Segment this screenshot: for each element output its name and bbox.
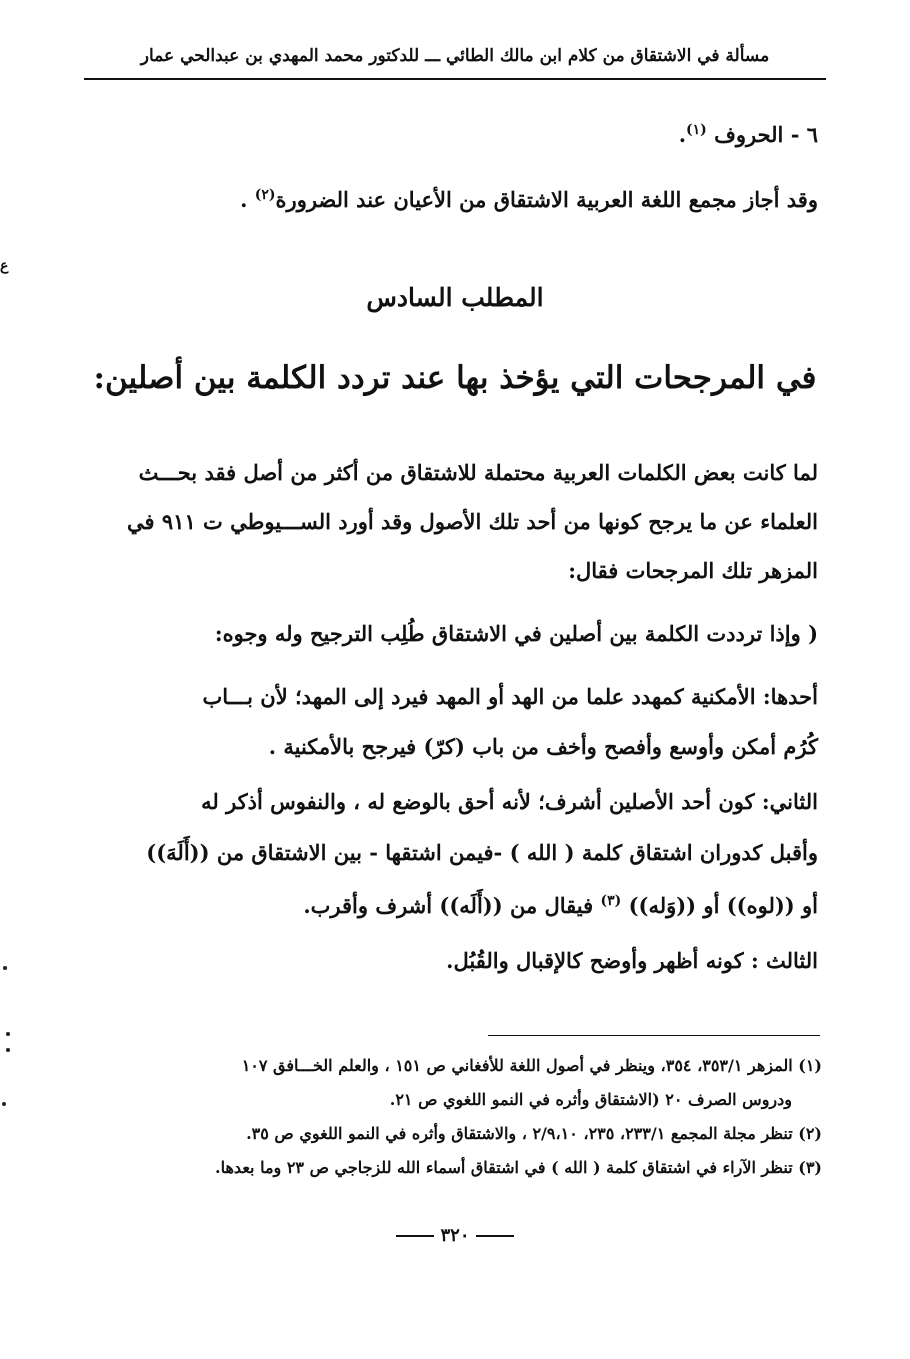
page-number [0,1225,910,1246]
footnote-1-line1: (١) المزهر ٣٥٣/١، ٣٥٤، وينظر في أصول اللغة للأفغاني ص ١٥١ ، والعلم الخـــافق ١٠٧ [241,1056,822,1075]
second-line3-b: فيقال من ((أَلَه)) أشرف وأقرب. [303,893,594,918]
first-line2: كُرُم أمكن وأوسع وأفصح وأخف من باب (كرّ) فيرجح بالأمكنية . [268,734,818,759]
para1-line1: لما كانت بعض الكلمات العربية محتملة للاشتقاق من أكثر من أصل فقد بحـــث [138,460,818,485]
main-heading: في المرجحات التي يؤخذ بها عند تردد الكلمة بين أصلين: [93,360,817,396]
margin-dot-4 [2,1102,6,1106]
academy-line [92,188,818,210]
footnote-ref-3[interactable]: (٣) [600,893,622,909]
para1-line3: المزهر تلك المرجحات فقال: [568,558,818,583]
footnote-1-line2: ودروس الصرف ٢٠ (الاشتقاق وأثره في النمو اللغوي ص ٢١. [389,1090,792,1109]
margin-dot-2 [6,1032,10,1036]
item-6-text: ٦ - الحروف [714,122,818,147]
running-header: مسألة في الاشتقاق من كلام ابن مالك الطائي ـــ للدكتور محمد المهدي بن عبدالحي عمار [140,46,770,66]
academy-end: . [240,187,248,212]
page-number-dash-left [396,1235,434,1237]
footnote-3: (٣) تنظر الآراء في اشتقاق كلمة ( الله ) في اشتقاق أسماء الله للزجاجي ص ٢٣ وما بعدها. [215,1158,822,1177]
footnote-2: (٢) تنظر مجلة المجمع ٢٣٣/١، ٢٣٥، ٢/٩،١٠ ، والاشتقاق وأثره في النمو اللغوي ص ٣٥. [246,1124,822,1143]
quote-line: ( وإذا ترددت الكلمة بين أصلين في الاشتقاق طُلِب الترجيح وله وجوه: [214,621,818,646]
page-number-text: ٣٢٠ [440,1225,470,1246]
margin-dot-3 [6,1048,10,1052]
section-title: المطلب السادس [366,283,544,312]
item-6-end: . [678,122,686,147]
footnote-rule [488,1035,820,1036]
margin-mark: ع [0,258,9,274]
second-line2: وأقبل كدوران اشتقاق كلمة ( الله ) -فيمن اشتقها - بين الاشتقاق من ((أَلَهَ)) [146,840,818,865]
second-line3 [92,894,818,916]
first-line1: أحدها: الأمكنية كمهدد علما من الهد أو المهد فيرد إلى المهد؛ لأن بـــاب [202,684,818,709]
second-line1: الثاني: كون أحد الأصلين أشرف؛ لأنه أحق بالوضع له ، والنفوس أذكر له [201,789,818,814]
page-number-dash-right [476,1235,514,1237]
margin-dot-1 [3,966,7,970]
academy-text: وقد أجاز مجمع اللغة العربية الاشتقاق من الأعيان عند الضرورة [275,187,818,212]
item-6-line [92,123,818,145]
second-line3-a: أو ((لوه)) أو ((وَله)) [628,893,818,918]
para1-line2: العلماء عن ما يرجح كونها من أحد تلك الأصول وقد أورد الســـيوطي ت ٩١١ في [127,509,818,534]
footnote-ref-2[interactable]: (٢) [254,187,276,203]
header-rule [84,78,826,80]
third-line: الثالث : كونه أظهر وأوضح كالإقبال والقُبُل. [446,948,818,973]
footnote-ref-1[interactable]: (١) [686,122,707,138]
